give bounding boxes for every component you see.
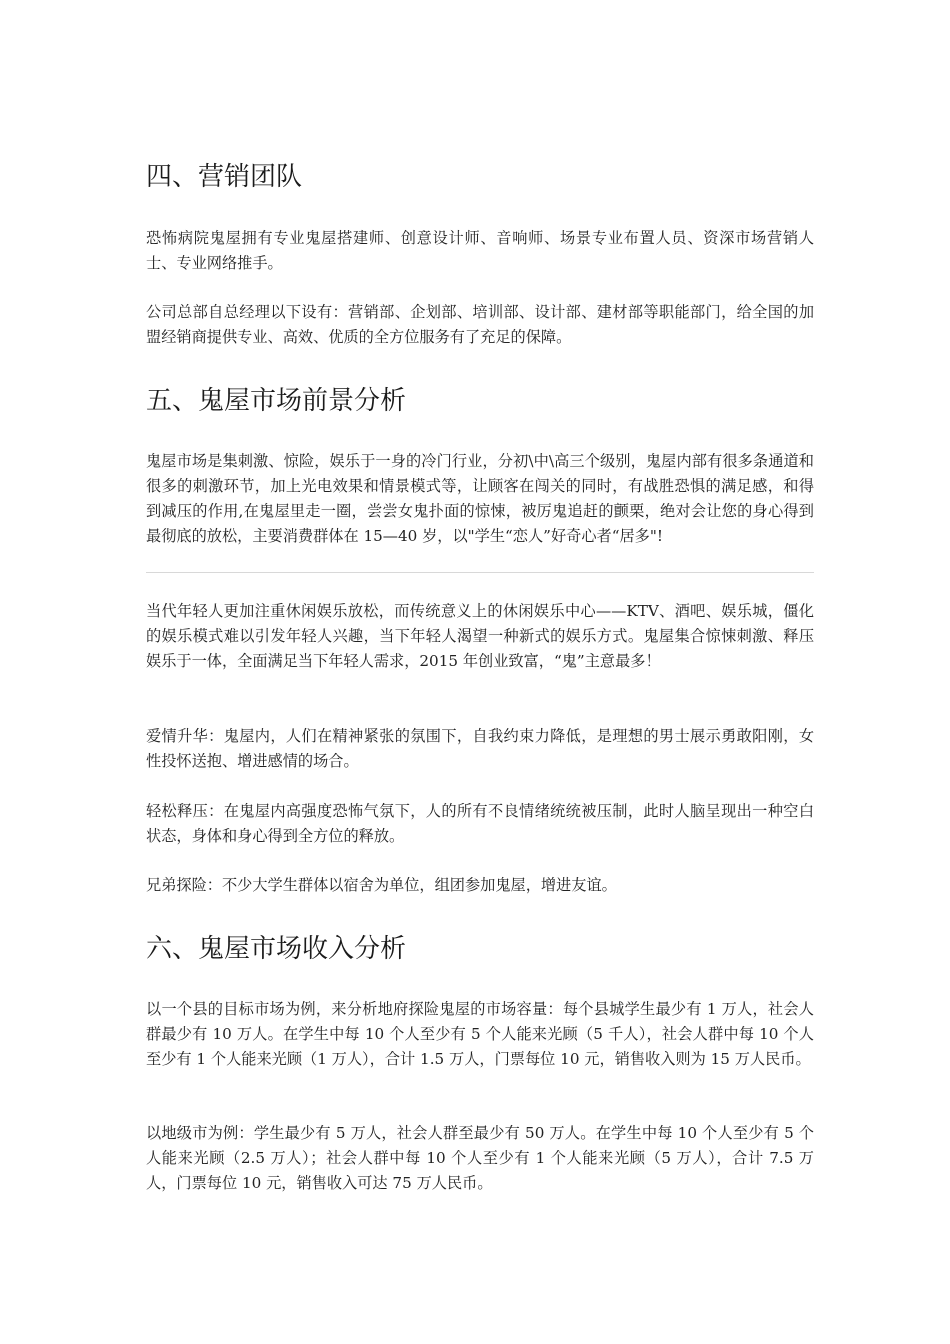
paragraph-love: 爱情升华：鬼屋内，人们在精神紧张的氛围下，自我约束力降低，是理想的男士展示勇敢阳刚，女性投怀送抱、增进感情的场合。 — [146, 727, 814, 770]
horizontal-divider — [146, 572, 814, 573]
section-heading-revenue-analysis: 六、鬼屋市场收入分析 — [146, 934, 407, 964]
paragraph-relief: 轻松释压：在鬼屋内高强度恐怖气氛下，人的所有不良情绪统统被压制，此时人脑呈现出一种空白状态，身体和身心得到全方位的释放。 — [146, 802, 814, 845]
paragraph-young-audience: 当代年轻人更加注重休闲娱乐放松，而传统意义上的休闲娱乐中心——KTV、酒吧、娱乐城，僵化的娱乐模式难以引发年轻人兴趣，当下年轻人渴望一种新式的娱乐方式。鬼屋集合惊悚刺激、释压娱乐于一体，全面满足当下年轻人需求，2015 年创业致富，“鬼”主意最多！ — [146, 602, 814, 670]
section-heading-marketing-team: 四、营销团队 — [146, 162, 303, 192]
paragraph-market-overview: 鬼屋市场是集刺激、惊险，娱乐于一身的冷门行业，分初\中\高三个级别，鬼屋内部有很多条通道和很多的刺激环节，加上光电效果和情景模式等，让顾客在闯关的同时，有战胜恐惧的满足感，和得到减压的作用,在鬼屋里走一圈，尝尝女鬼扑面的惊悚，被厉鬼追赶的颤栗，绝对会让您的身心得到最彻底的放松，主要消费群体在 15—40 岁，以"学生“恋人”好奇心者“居多"! — [146, 452, 814, 545]
section-heading-market-outlook: 五、鬼屋市场前景分析 — [146, 386, 407, 416]
paragraph-team-members: 恐怖病院鬼屋拥有专业鬼屋搭建师、创意设计师、音响师、场景专业布置人员、资深市场营销人士、专业网络推手。 — [146, 229, 814, 272]
paragraph-brotherhood: 兄弟探险：不少大学生群体以宿舍为单位，组团参加鬼屋，增进友谊。 — [146, 876, 617, 894]
paragraph-county-example: 以一个县的目标市场为例，来分析地府探险鬼屋的市场容量：每个县城学生最少有 1 万人，社会人群最少有 10 万人。在学生中每 10 个人至少有 5 个人能来光顾（5 千人），社会人群中每 10 个人至少有 1 个人能来光顾（1 万人），合计 1.5 万人，门票每位 10 元，销售收入则为 15 万人民币。 — [146, 1000, 814, 1068]
paragraph-departments: 公司总部自总经理以下设有：营销部、企划部、培训部、设计部、建材部等职能部门，给全国的加盟经销商提供专业、高效、优质的全方位服务有了充足的保障。 — [146, 303, 814, 346]
paragraph-city-example: 以地级市为例：学生最少有 5 万人，社会人群至最少有 50 万人。在学生中每 10 个人至少有 5 个人能来光顾（2.5 万人）；社会人群中每 10 个人至少有 1 个人能来光顾（5 万人），合计 7.5 万人，门票每位 10 元，销售收入可达 75 万人民币。 — [146, 1124, 814, 1192]
